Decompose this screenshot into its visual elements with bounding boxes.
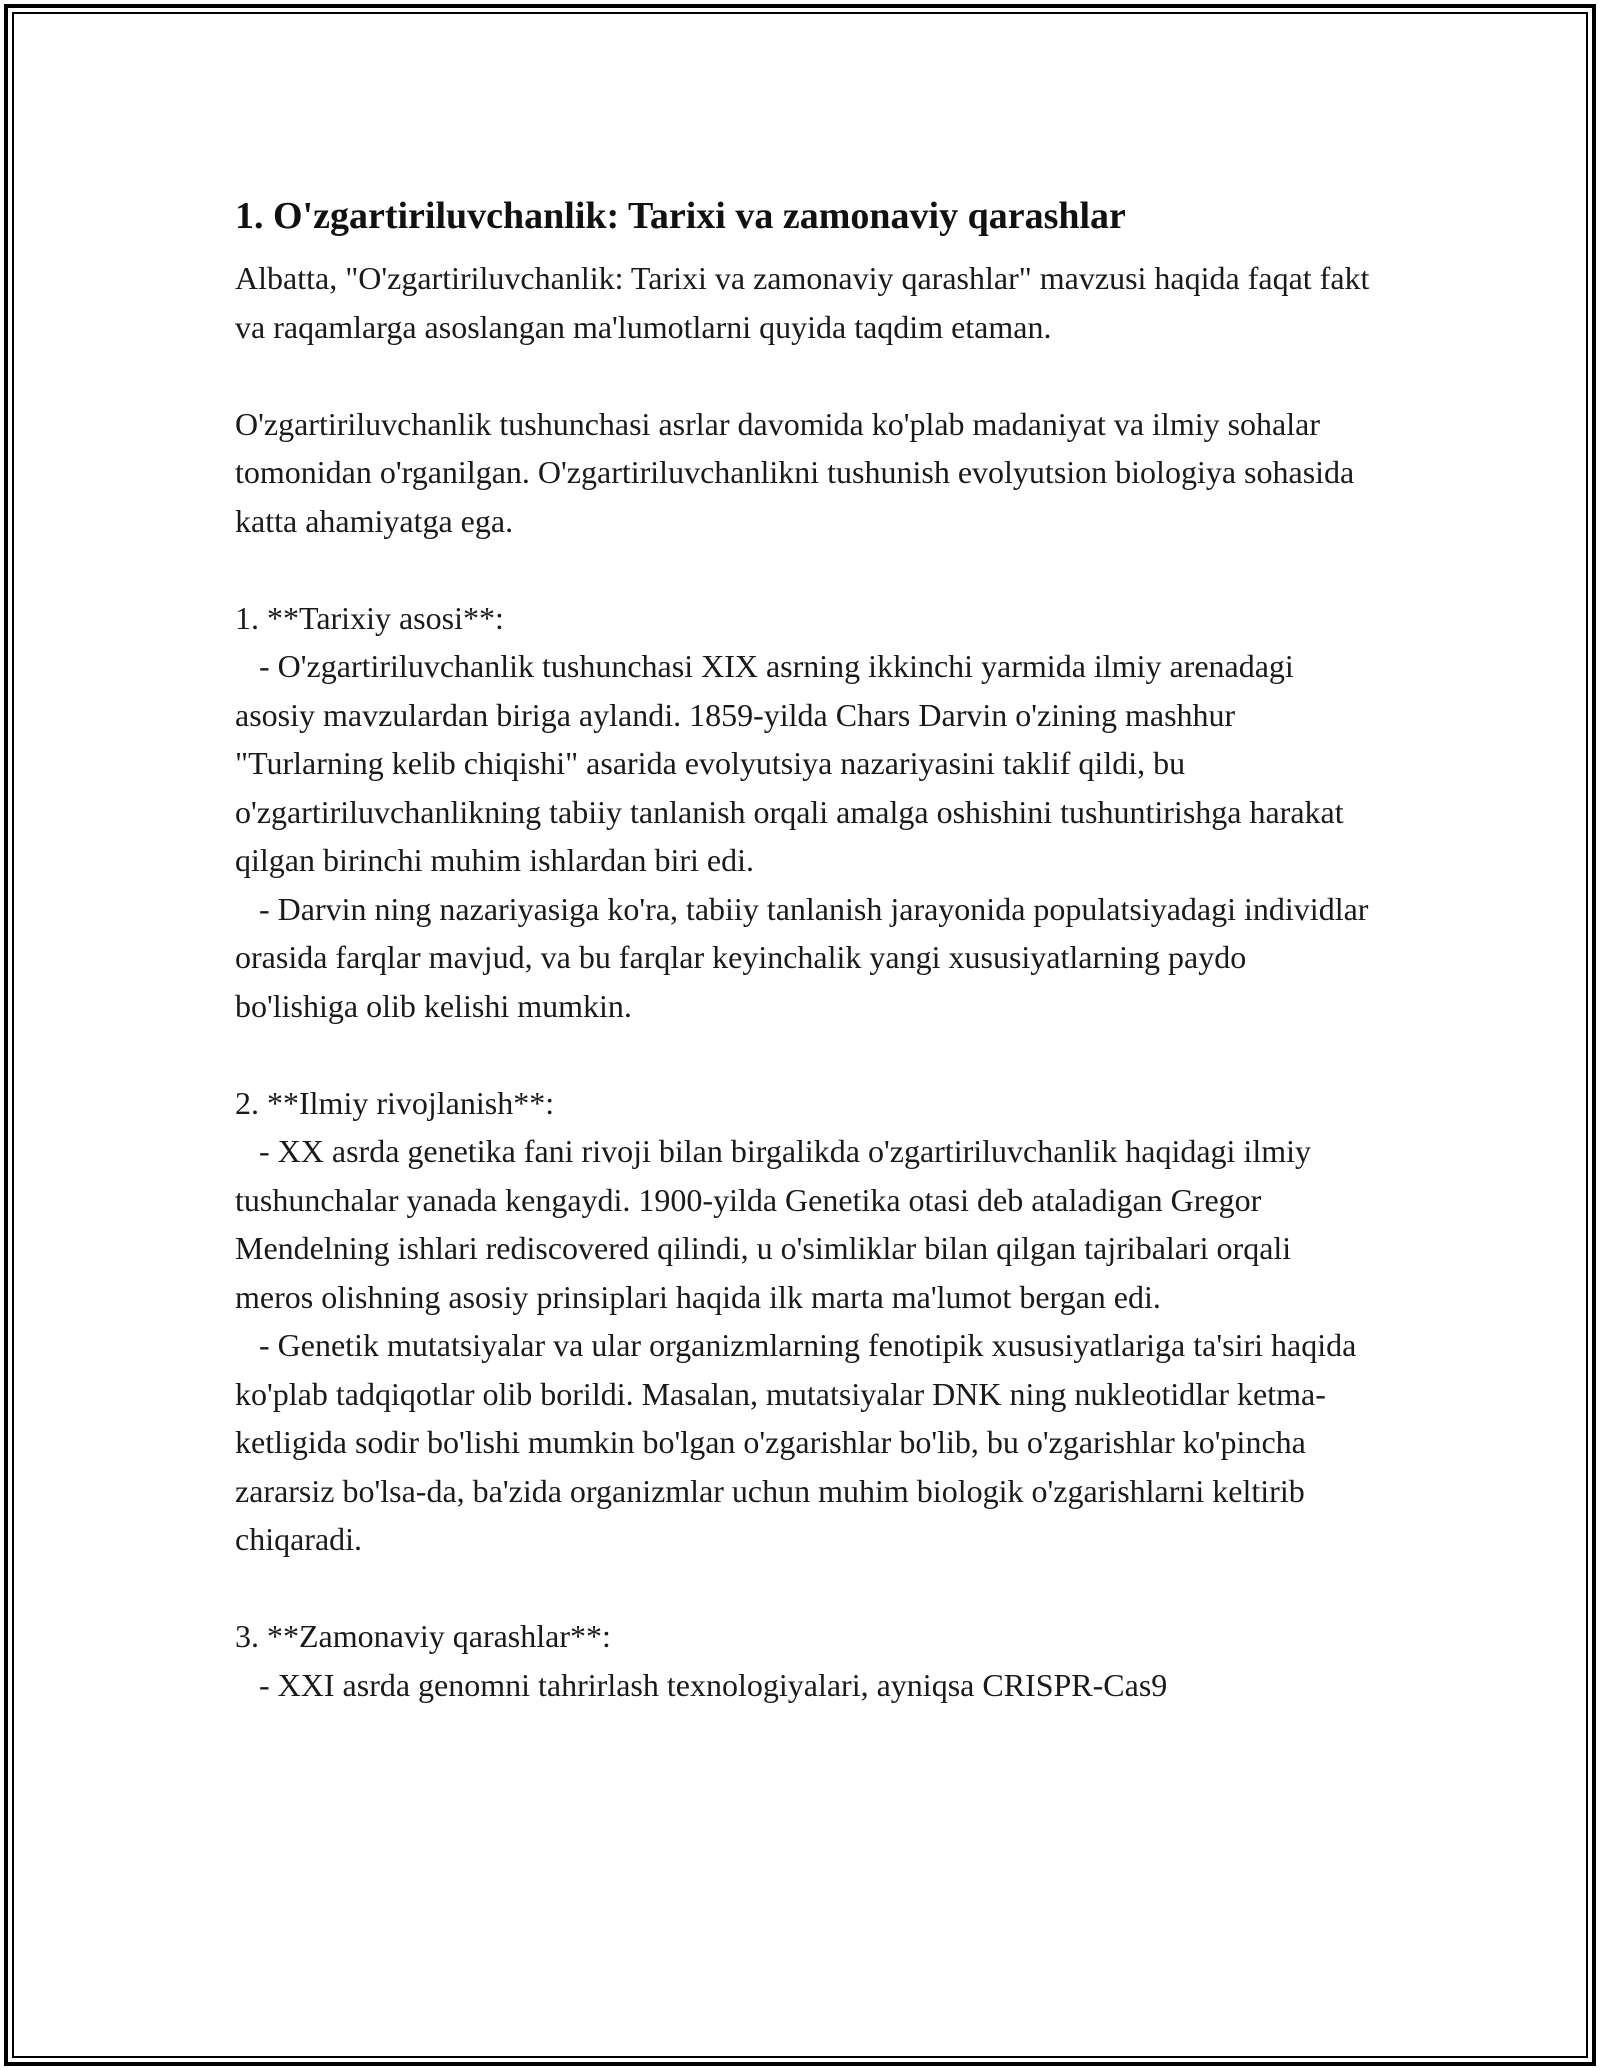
section-heading: 3. **Zamonaviy qarashlar**:: [235, 1618, 611, 1654]
section-modern-views: [235, 1612, 1375, 1709]
overview-paragraph: O'zgartiriluvchanlik tushunchasi asrlar davomida ko'plab madaniyat va ilmiy sohalar tomonidan o'rganilgan. O'zgartiriluvchanlikni tushunish evolyutsion biologiya sohasida katta ahamiyatga ega.: [235, 405, 1363, 539]
section-heading: 2. **Ilmiy rivojlanish**:: [235, 1084, 555, 1121]
spacer: [235, 351, 1375, 400]
spacer: [235, 1030, 1375, 1079]
list-item: - XX asrda genetika fani rivoji bilan birgalikda o'zgartiriluvchanlik haqidagi ilmiy tushunchalar yanada kengaydi. 1900-yilda Genetika otasi deb ataladigan Gregor Mendelning ishlari rediscovered qilindi, u o'simliklar bilan qilgan tajribalari orqali meros olishning asosiy prinsiplari haqida ilk marta ma'lumot bergan edi.: [235, 1133, 1319, 1315]
list-item: - Darvin ning nazariyasiga ko'ra, tabiiy tanlanish jarayonida populatsiyadagi individlar orasida farqlar mavjud, va bu farqlar keyinchalik yangi xususiyatlarning paydo bo'lishiga olib kelishi mumkin.: [235, 890, 1377, 1024]
list-item: - Genetik mutatsiyalar va ular organizmlarning fenotipik xususiyatlariga ta'siri haqida ko'plab tadqiqotlar olib borildi. Masalan, mutatsiyalar DNK ning nukleotidlar ketma-ketligida sodir bo'lishi mumkin bo'lgan o'zgarishlar bo'lib, bu o'zgarishlar ko'pincha zararsiz bo'lsa-da, ba'zida organizmlar uchun muhim biologik o'zgarishlarni keltirib chiqaradi.: [235, 1327, 1365, 1557]
document-body: [235, 186, 1378, 1709]
list-item: - XXI asrda genomni tahrirlash texnologiyalari, ayniqsa CRISPR-Cas9: [235, 1666, 1168, 1703]
intro-paragraph: Albatta, "O'zgartiriluvchanlik: Tarixi va zamonaviy qarashlar" mavzusi haqida faqat fakt va raqamlarga asoslangan ma'lumotlarni quyida taqdim etaman.: [235, 260, 1378, 345]
spacer: [235, 545, 1375, 594]
spacer: [235, 246, 1375, 254]
spacer: [235, 1564, 1375, 1613]
section-scientific-development: [235, 1079, 1375, 1564]
section-heading: 1. **Tarixiy asosi**:: [235, 599, 504, 636]
list-item: - O'zgartiriluvchanlik tushunchasi XIX asrning ikkinchi yarmida ilmiy arenadagi asosiy mavzulardan biriga aylandi. 1859-yilda Chars Darvin o'zining mashhur "Turlarning kelib chiqishi" asarida evolyutsiya nazariyasini taklif qildi, bu o'zgartiriluvchanlikning tabiiy tanlanish orqali amalga oshishini tushuntirishga harakat qilgan birinchi muhim ishlardan biri edi.: [235, 648, 1352, 878]
section-historical: [235, 594, 1375, 1031]
document-title: 1. O'zgartiriluvchanlik: Tarixi va zamonaviy qarashlar: [235, 195, 1126, 237]
